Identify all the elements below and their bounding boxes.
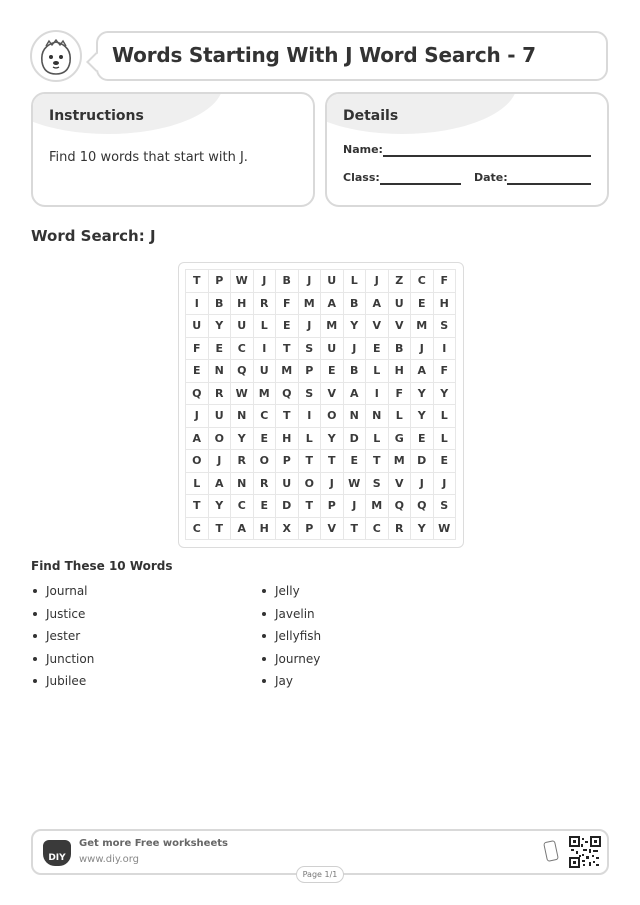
grid-cell: T bbox=[366, 450, 389, 473]
grid-cell: J bbox=[434, 473, 457, 496]
grid-cell: C bbox=[231, 338, 254, 361]
grid-cell: E bbox=[344, 450, 367, 473]
grid-cell: L bbox=[344, 270, 367, 293]
grid-cell: U bbox=[321, 338, 344, 361]
grid-cell: W bbox=[344, 473, 367, 496]
grid-cell: J bbox=[186, 405, 209, 428]
grid-cell: S bbox=[299, 338, 322, 361]
grid-cell: J bbox=[411, 338, 434, 361]
grid-cell: M bbox=[411, 315, 434, 338]
grid-cell: M bbox=[276, 360, 299, 383]
grid-cell: N bbox=[231, 473, 254, 496]
grid-cell: T bbox=[344, 518, 367, 541]
word-list-column-1 bbox=[31, 583, 94, 696]
details-card bbox=[325, 92, 609, 207]
grid-cell: H bbox=[389, 360, 412, 383]
grid-cell: T bbox=[321, 450, 344, 473]
grid-cell: S bbox=[299, 383, 322, 406]
grid-cell: R bbox=[231, 450, 254, 473]
mascot-face-icon bbox=[32, 32, 80, 80]
grid-cell: I bbox=[434, 338, 457, 361]
word-list-item: Journey bbox=[260, 651, 321, 674]
grid-cell: U bbox=[254, 360, 277, 383]
instructions-card bbox=[31, 92, 315, 207]
grid-cell: L bbox=[254, 315, 277, 338]
grid-cell: H bbox=[276, 428, 299, 451]
grid-cell: S bbox=[366, 473, 389, 496]
grid-cell: C bbox=[411, 270, 434, 293]
grid-cell: G bbox=[389, 428, 412, 451]
grid-cell: V bbox=[389, 315, 412, 338]
grid-cell: R bbox=[254, 473, 277, 496]
word-list-column-2 bbox=[260, 583, 321, 696]
grid-cell: L bbox=[366, 360, 389, 383]
grid-cell: H bbox=[434, 293, 457, 316]
grid-cell: E bbox=[254, 495, 277, 518]
grid-cell: N bbox=[344, 405, 367, 428]
grid-cell: M bbox=[299, 293, 322, 316]
grid-cell: R bbox=[209, 383, 232, 406]
date-field[interactable] bbox=[507, 183, 591, 185]
grid-cell: T bbox=[299, 450, 322, 473]
grid-cell: J bbox=[254, 270, 277, 293]
grid-cell: E bbox=[321, 360, 344, 383]
grid-cell: E bbox=[209, 338, 232, 361]
grid-cell: N bbox=[366, 405, 389, 428]
grid-cell: E bbox=[186, 360, 209, 383]
word-list-item: Jay bbox=[260, 673, 321, 696]
grid-cell: U bbox=[186, 315, 209, 338]
grid-cell: J bbox=[344, 338, 367, 361]
grid-cell: Q bbox=[389, 495, 412, 518]
grid-cell: R bbox=[254, 293, 277, 316]
grid-cell: A bbox=[321, 293, 344, 316]
grid-cell: N bbox=[209, 360, 232, 383]
grid-cell: Q bbox=[276, 383, 299, 406]
word-list-item: Jubilee bbox=[31, 673, 94, 696]
grid-cell: I bbox=[254, 338, 277, 361]
diy-logo-text: DIY bbox=[48, 853, 66, 863]
grid-cell: S bbox=[434, 495, 457, 518]
grid-cell: A bbox=[209, 473, 232, 496]
grid-cell: W bbox=[231, 383, 254, 406]
grid-cell: U bbox=[231, 315, 254, 338]
grid-cell: B bbox=[209, 293, 232, 316]
grid-cell: T bbox=[276, 405, 299, 428]
grid-cell: A bbox=[344, 383, 367, 406]
name-field[interactable] bbox=[383, 155, 591, 157]
grid-cell: J bbox=[299, 315, 322, 338]
grid-cell: B bbox=[344, 293, 367, 316]
grid-cell: P bbox=[209, 270, 232, 293]
grid-cell: F bbox=[276, 293, 299, 316]
grid-cell: F bbox=[389, 383, 412, 406]
instructions-text: Find 10 words that start with J. bbox=[49, 150, 248, 165]
grid-cell: V bbox=[366, 315, 389, 338]
grid-cell: A bbox=[411, 360, 434, 383]
word-list-item: Junction bbox=[31, 651, 94, 674]
word-list-title: Find These 10 Words bbox=[31, 559, 173, 573]
grid-cell: E bbox=[366, 338, 389, 361]
grid-cell: J bbox=[366, 270, 389, 293]
grid-cell: U bbox=[276, 473, 299, 496]
grid-cell: B bbox=[344, 360, 367, 383]
grid-cell: Q bbox=[231, 360, 254, 383]
grid-cell: F bbox=[434, 360, 457, 383]
grid-cell: J bbox=[321, 473, 344, 496]
mascot-avatar-icon bbox=[30, 30, 82, 82]
grid-cell: H bbox=[231, 293, 254, 316]
grid-cell: Q bbox=[411, 495, 434, 518]
phone-icon bbox=[543, 840, 559, 862]
grid-cell: F bbox=[434, 270, 457, 293]
grid-cell: Q bbox=[186, 383, 209, 406]
grid-cell: N bbox=[231, 405, 254, 428]
grid-cell: S bbox=[434, 315, 457, 338]
grid-cell: Y bbox=[209, 495, 232, 518]
grid-cell: T bbox=[186, 270, 209, 293]
grid-cell: O bbox=[299, 473, 322, 496]
class-label: Class: bbox=[343, 171, 380, 184]
grid-cell: V bbox=[321, 383, 344, 406]
grid-cell: P bbox=[299, 518, 322, 541]
word-list-item: Justice bbox=[31, 606, 94, 629]
name-label: Name: bbox=[343, 143, 383, 156]
diy-logo bbox=[43, 840, 71, 866]
grid-cell: L bbox=[186, 473, 209, 496]
qr-code-icon[interactable] bbox=[569, 836, 601, 868]
grid-cell: Y bbox=[434, 383, 457, 406]
grid-cell: P bbox=[321, 495, 344, 518]
instructions-heading: Instructions bbox=[49, 108, 144, 124]
grid-cell: D bbox=[411, 450, 434, 473]
grid-cell: L bbox=[434, 428, 457, 451]
grid-cell: B bbox=[276, 270, 299, 293]
grid-cell: L bbox=[434, 405, 457, 428]
grid-cell: J bbox=[344, 495, 367, 518]
grid-cell: P bbox=[299, 360, 322, 383]
grid-cell: I bbox=[186, 293, 209, 316]
grid-cell: Y bbox=[209, 315, 232, 338]
grid-cell: E bbox=[276, 315, 299, 338]
grid-cell: E bbox=[434, 450, 457, 473]
grid-cell: A bbox=[186, 428, 209, 451]
grid-cell: Y bbox=[411, 518, 434, 541]
grid-cell: O bbox=[254, 450, 277, 473]
grid-cell: U bbox=[321, 270, 344, 293]
grid-cell: M bbox=[254, 383, 277, 406]
grid-cell: V bbox=[321, 518, 344, 541]
grid-cell: Y bbox=[231, 428, 254, 451]
grid-cell: J bbox=[299, 270, 322, 293]
word-list-item: Journal bbox=[31, 583, 94, 606]
grid-cell: P bbox=[276, 450, 299, 473]
grid-cell: C bbox=[231, 495, 254, 518]
grid-cell: W bbox=[434, 518, 457, 541]
grid-cell: D bbox=[276, 495, 299, 518]
grid-cell: Y bbox=[344, 315, 367, 338]
grid-cell: V bbox=[389, 473, 412, 496]
puzzle-title: Word Search: J bbox=[31, 227, 156, 245]
grid-cell: L bbox=[299, 428, 322, 451]
grid-cell: Z bbox=[389, 270, 412, 293]
grid-cell: D bbox=[344, 428, 367, 451]
grid-cell: T bbox=[276, 338, 299, 361]
grid-cell: A bbox=[366, 293, 389, 316]
class-field[interactable] bbox=[380, 183, 461, 185]
grid-cell: T bbox=[209, 518, 232, 541]
grid-cell: A bbox=[231, 518, 254, 541]
grid-cell: O bbox=[186, 450, 209, 473]
word-search-frame bbox=[178, 262, 464, 548]
grid-cell: R bbox=[389, 518, 412, 541]
grid-cell: E bbox=[411, 428, 434, 451]
grid-cell: M bbox=[321, 315, 344, 338]
word-search-grid bbox=[185, 269, 456, 540]
grid-cell: U bbox=[389, 293, 412, 316]
title-banner bbox=[96, 31, 608, 81]
grid-cell: C bbox=[186, 518, 209, 541]
grid-cell: J bbox=[411, 473, 434, 496]
page-title: Words Starting With J Word Search - 7 bbox=[112, 43, 536, 67]
grid-cell: I bbox=[366, 383, 389, 406]
grid-cell: E bbox=[411, 293, 434, 316]
grid-cell: Y bbox=[321, 428, 344, 451]
date-label: Date: bbox=[474, 171, 508, 184]
grid-cell: M bbox=[366, 495, 389, 518]
grid-cell: F bbox=[186, 338, 209, 361]
details-heading: Details bbox=[343, 108, 399, 124]
grid-cell: E bbox=[254, 428, 277, 451]
word-list-item: Jellyfish bbox=[260, 628, 321, 651]
grid-cell: T bbox=[299, 495, 322, 518]
grid-cell: J bbox=[209, 450, 232, 473]
grid-cell: O bbox=[321, 405, 344, 428]
page-indicator: Page 1/1 bbox=[296, 866, 344, 883]
grid-cell: L bbox=[366, 428, 389, 451]
grid-cell: O bbox=[209, 428, 232, 451]
grid-cell: I bbox=[299, 405, 322, 428]
footer-promo: Get more Free worksheets bbox=[79, 838, 228, 849]
word-list-item: Javelin bbox=[260, 606, 321, 629]
word-list-item: Jelly bbox=[260, 583, 321, 606]
grid-cell: H bbox=[254, 518, 277, 541]
grid-cell: C bbox=[254, 405, 277, 428]
grid-cell: Y bbox=[411, 383, 434, 406]
grid-cell: L bbox=[389, 405, 412, 428]
grid-cell: T bbox=[186, 495, 209, 518]
grid-cell: C bbox=[366, 518, 389, 541]
grid-cell: Y bbox=[411, 405, 434, 428]
grid-cell: W bbox=[231, 270, 254, 293]
grid-cell: M bbox=[389, 450, 412, 473]
grid-cell: U bbox=[209, 405, 232, 428]
grid-cell: B bbox=[389, 338, 412, 361]
footer-url[interactable]: www.diy.org bbox=[79, 854, 139, 865]
grid-cell: X bbox=[276, 518, 299, 541]
word-list-item: Jester bbox=[31, 628, 94, 651]
